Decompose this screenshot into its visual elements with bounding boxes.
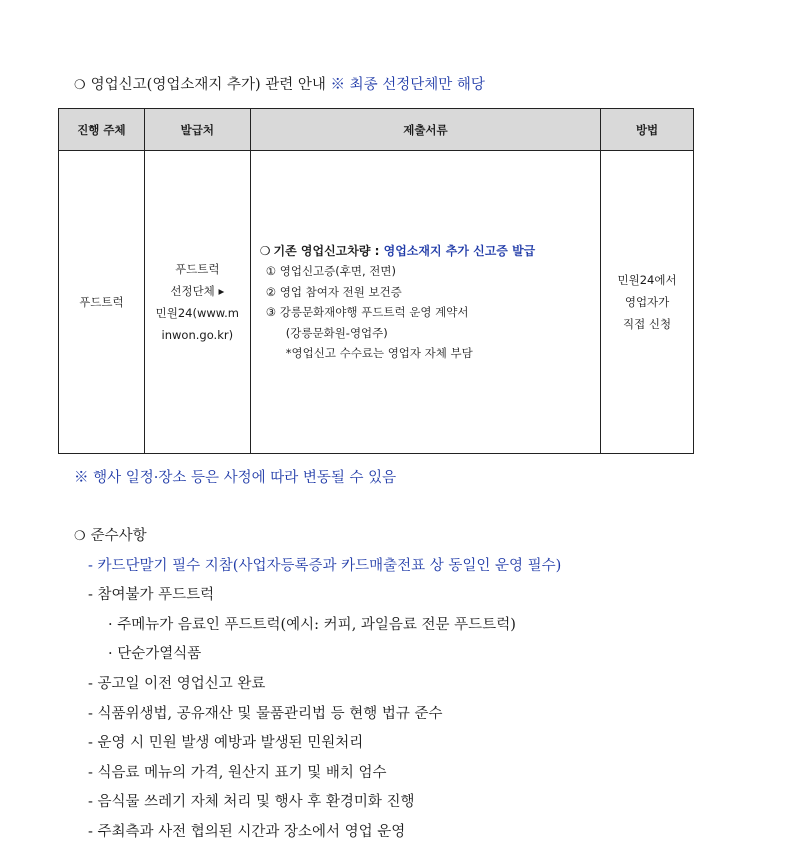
method-line: 민원24에서 xyxy=(617,273,677,287)
compliance-heading xyxy=(74,522,561,552)
header-method: 방법 xyxy=(601,109,694,151)
document-item: ② 영업 참여자 전원 보건증 xyxy=(265,284,402,299)
list-item: - 운영 시 민원 발생 예방과 발생된 민원처리 xyxy=(88,735,364,752)
business-report-table xyxy=(58,108,694,454)
section-heading-business-report xyxy=(74,73,485,94)
list-item: - 주최측과 사전 협의된 시간과 장소에서 영업 운영 xyxy=(88,823,406,840)
issuer-line: 푸드트럭 xyxy=(175,262,220,276)
header-subject: 진행 주체 xyxy=(59,109,145,151)
issuer-line: 선정단체 ▸ xyxy=(170,284,225,298)
cell-method xyxy=(601,151,694,454)
cell-subject: 푸드트럭 xyxy=(59,151,145,454)
method-line: 영업자가 xyxy=(624,295,670,309)
header-documents: 제출서류 xyxy=(250,109,600,151)
section-title: 영업신고(영업소재지 추가) 관련 안내 xyxy=(90,77,326,93)
circle-bullet-icon: ❍ xyxy=(74,529,86,544)
method-line: 직접 신청 xyxy=(623,317,672,331)
header-issuer: 발급처 xyxy=(144,109,250,151)
circle-bullet-icon: ❍ xyxy=(74,78,86,93)
list-item: · 주메뉴가 음료인 푸드트럭(예시: 커피, 과일음료 전문 푸드트럭) xyxy=(108,616,516,633)
list-item: - 카드단말기 필수 지참(사업자등록증과 카드매출전표 상 동일인 운영 필수) xyxy=(88,557,562,574)
list-item: - 참여불가 푸드트럭 xyxy=(88,587,215,604)
section-highlight-note: ※ 최종 선정단체만 해당 xyxy=(330,77,485,93)
circle-bullet-icon: ❍ xyxy=(259,243,271,258)
documents-lead-prefix: 기존 영업신고차량 : xyxy=(273,243,380,258)
list-item: - 음식물 쓰레기 자체 처리 및 행사 후 환경미화 진행 xyxy=(88,794,415,811)
issuer-line: 민원24(www.m xyxy=(155,306,239,320)
document-item: ③ 강릉문화재야행 푸드트럭 운영 계약서 xyxy=(265,305,469,319)
list-item: - 공고일 이전 영업신고 완료 xyxy=(88,675,266,692)
cell-documents xyxy=(250,151,600,454)
documents-lead xyxy=(260,241,599,262)
schedule-change-notice: ※ 행사 일정·장소 등은 사정에 따라 변동될 수 있음 xyxy=(74,470,397,486)
list-item: - 식음료 메뉴의 가격, 원산지 표기 및 배치 엄수 xyxy=(88,764,387,781)
document-item: ① 영업신고증(후면, 전면) xyxy=(265,264,396,278)
compliance-section xyxy=(74,522,561,848)
documents-lead-highlight: 영업소재지 추가 신고증 발급 xyxy=(383,243,536,258)
document-note: *영업신고 수수료는 영업자 자체 부담 xyxy=(285,346,473,360)
compliance-title: 준수사항 xyxy=(90,528,147,544)
issuer-line: inwon.go.kr) xyxy=(161,328,234,342)
list-item: · 단순가열식품 xyxy=(108,646,202,663)
table-row xyxy=(59,151,694,454)
cell-issuer xyxy=(144,151,250,454)
table-header-row xyxy=(59,109,694,151)
list-item: - 식품위생법, 공유재산 및 물품관리법 등 현행 법규 준수 xyxy=(88,705,443,722)
document-item: (강릉문화원-영업주) xyxy=(285,325,388,340)
